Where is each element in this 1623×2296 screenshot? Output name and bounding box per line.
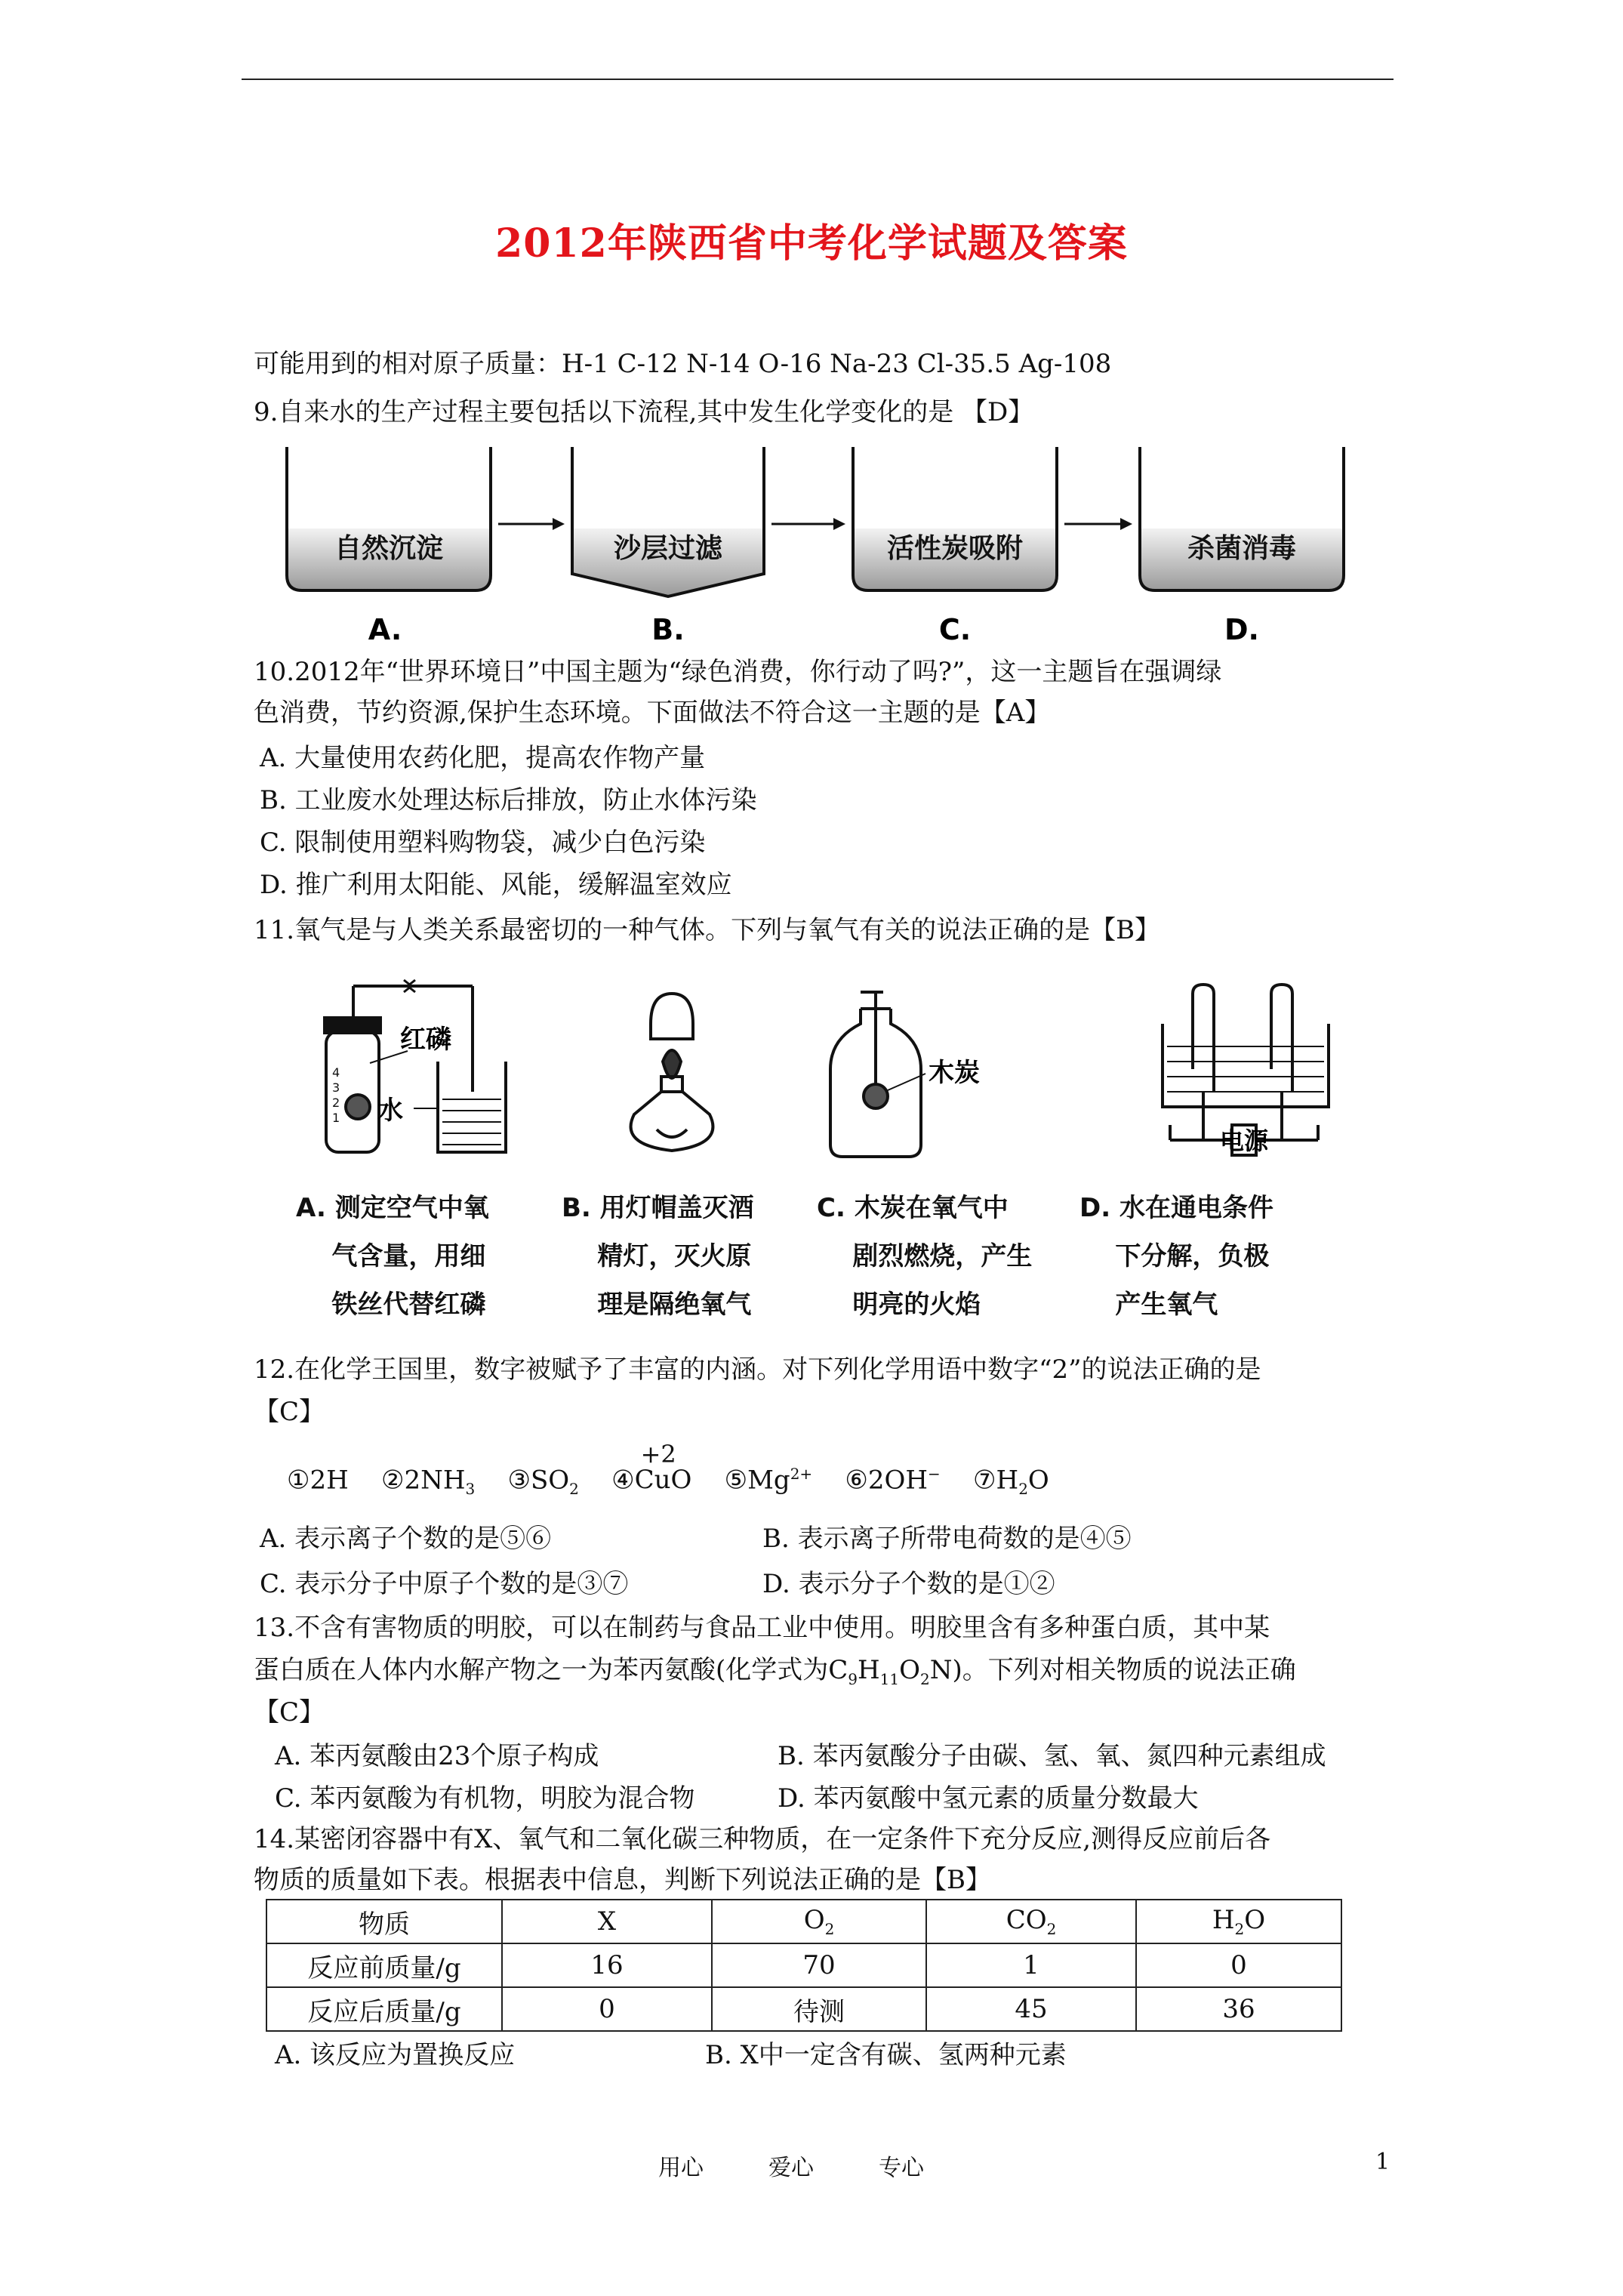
q13-option-b: B. 苯丙氨酸分子由碳、氢、氧、氮四种元素组成 (778, 1741, 1326, 1771)
footer-text-2: 爱心 (768, 2155, 814, 2181)
q13-option-a: A. 苯丙氨酸由23个原子构成 (275, 1741, 599, 1771)
footer-text-1: 用心 (658, 2155, 704, 2181)
table-cell: 0 (502, 1987, 712, 2031)
q14-option-b: B. X中一定含有碳、氢两种元素 (705, 2040, 1067, 2070)
table-header: $H_2O$ (1136, 1900, 1341, 1943)
q13-stem-1: 13.不含有害物质的明胶，可以在制药与食品工业中使用。明胶里含有多种蛋白质，其中某 (254, 1613, 1270, 1643)
footer-text-3: 专心 (879, 2155, 924, 2181)
header-rule (242, 79, 1394, 80)
table-header-row (266, 1900, 1341, 1943)
mass-table (266, 1899, 1342, 2032)
table-cell: 45 (926, 1987, 1136, 2031)
step-d: 杀菌消毒 (1187, 533, 1297, 564)
table-header: X (502, 1900, 712, 1943)
q12-stem-2: 【C】 (254, 1397, 325, 1427)
q11-caption-c: C. 木炭在氧气中 剧烈燃烧，产生 明亮的火焰 (817, 1193, 1033, 1320)
q10-option-d: D. 推广利用太阳能、风能，缓解温室效应 (260, 870, 732, 900)
apparatus-b (631, 994, 713, 1151)
table-cell: 36 (1136, 1987, 1341, 2031)
q11-stem: 11.氧气是与人类关系最密切的一种气体。下列与氧气有关的说法正确的是【B】 (254, 915, 1161, 945)
label-c: C. (938, 613, 972, 646)
q13-option-c: C. 苯丙氨酸为有机物，明胶为混合物 (275, 1783, 695, 1814)
label-water: 水 (377, 1096, 403, 1126)
tank-c (853, 447, 1057, 590)
step-a: 自然沉淀 (334, 533, 444, 564)
table-cell: 待测 (712, 1987, 926, 2031)
q10-option-c: C. 限制使用塑料购物袋，减少白色污染 (260, 827, 706, 858)
atomic-masses: 可能用到的相对原子质量：H-1 C-12 N-14 O-16 Na-23 Cl-35.5 Ag-108 (254, 349, 1112, 379)
q12-option-d: D. 表示分子个数的是①② (762, 1569, 1055, 1599)
apparatus-c (830, 992, 925, 1157)
table-row (266, 1987, 1341, 2031)
q9-figure (272, 439, 1359, 658)
table-cell: 70 (712, 1943, 926, 1987)
q11-caption-b: B. 用灯帽盖灭酒 精灯，灭火原 理是隔绝氧气 (562, 1193, 754, 1320)
label-charcoal: 木炭 (929, 1058, 980, 1088)
step-b: 沙层过滤 (613, 533, 723, 564)
q12-stem-1: 12.在化学王国里，数字被赋予了丰富的内涵。对下列化学用语中数字“2”的说法正确的是 (254, 1354, 1261, 1385)
svg-text:3: 3 (332, 1080, 340, 1095)
table-cell: 16 (502, 1943, 712, 1987)
q11-caption-d: D. 水在通电条件 下分解，负极 产生氧气 (1079, 1193, 1273, 1320)
q13-stem-2: 蛋白质在人体内水解产物之一为苯丙氨酸(化学式为$C_9H_{11}O_2N$)。下列对相关物质的说法正确 (254, 1655, 1296, 1688)
table-header: $CO_2$ (926, 1900, 1136, 1943)
label-red-phosphorus: 红磷 (400, 1025, 451, 1055)
label-b: B. (651, 613, 685, 646)
q10-option-b: B. 工业废水处理达标后排放，防止水体污染 (260, 785, 757, 815)
q14-option-a: A. 该反应为置换反应 (275, 2040, 516, 2070)
q14-stem-2: 物质的质量如下表。根据表中信息，判断下列说法正确的是【B】 (254, 1865, 991, 1895)
table-row (266, 1943, 1341, 1987)
q14-stem-1: 14.某密闭容器中有X、氧气和二氧化碳三种物质，在一定条件下充分反应,测得反应前后各 (254, 1824, 1271, 1854)
q10-stem-2: 色消费，节约资源,保护生态环境。下面做法不符合这一主题的是【A】 (254, 698, 1051, 728)
table-cell: 1 (926, 1943, 1136, 1987)
tank-d (1140, 447, 1344, 590)
q13-option-d: D. 苯丙氨酸中氢元素的质量分数最大 (778, 1783, 1199, 1814)
label-power: 电源 (1219, 1126, 1269, 1155)
page-title: 2012年陕西省中考化学试题及答案 (495, 220, 1128, 267)
q10-option-a: A. 大量使用农药化肥，提高农作物产量 (260, 743, 706, 773)
q12-option-a: A. 表示离子个数的是⑤⑥ (260, 1524, 552, 1554)
tank-a (287, 447, 491, 590)
step-c: 活性炭吸附 (886, 533, 1024, 564)
q12-option-b: B. 表示离子所带电荷数的是④⑤ (762, 1524, 1132, 1554)
table-header: 物质 (266, 1900, 502, 1943)
q12-option-c: C. 表示分子中原子个数的是③⑦ (260, 1569, 629, 1599)
svg-text:4: 4 (332, 1065, 340, 1080)
q10-stem-1: 10.2012年“世界环境日”中国主题为“绿色消费，你行动了吗?”，这一主题旨在强调绿 (254, 657, 1222, 687)
table-cell: 反应前质量/g (266, 1943, 502, 1987)
q13-stem-3: 【C】 (254, 1697, 325, 1727)
q9-stem: 9.自来水的生产过程主要包括以下流程,其中发生化学变化的是 【D】 (254, 397, 1034, 427)
tank-b (572, 447, 764, 596)
label-a: A. (368, 613, 402, 646)
label-d: D. (1224, 613, 1259, 646)
q11-caption-a: A. 测定空气中氧 气含量，用细 铁丝代替红磷 (296, 1193, 489, 1320)
apparatus-a (325, 980, 506, 1152)
table-header: $O_2$ (712, 1900, 926, 1943)
q12-symbols: ①2H $②2NH_3$ $③SO_2$ ④ +2 CuO $⑤Mg^{2+}$ ⑥2OH− $⑦H_2O$ (287, 1440, 1049, 1499)
table-cell: 反应后质量/g (266, 1987, 502, 2031)
svg-text:2: 2 (332, 1096, 340, 1110)
table-cell: 0 (1136, 1943, 1341, 1987)
svg-text:1: 1 (332, 1111, 340, 1125)
q11-figure (302, 978, 1344, 1167)
page-number: 1 (1375, 2149, 1390, 2175)
